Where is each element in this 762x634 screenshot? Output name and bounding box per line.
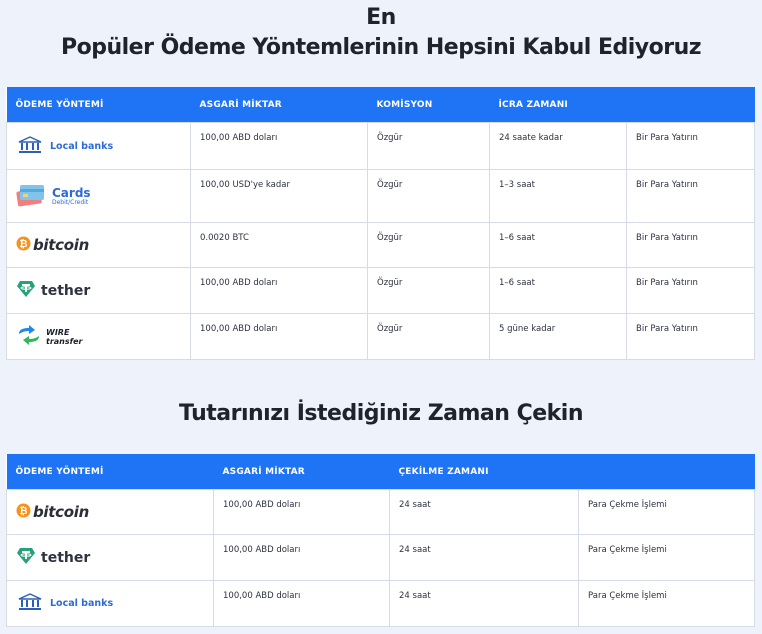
bank-icon xyxy=(16,136,44,157)
table-row xyxy=(7,223,755,268)
method-cell xyxy=(7,268,191,314)
min-amount-cell: 100,00 ABD doları xyxy=(191,314,368,360)
withdraw-action-link[interactable]: Para Çekme İşlemi xyxy=(579,535,755,581)
method-sublabel: Debit/Credit xyxy=(52,198,89,206)
method-sublabel: transfer xyxy=(46,336,83,346)
commission-cell: Özgür xyxy=(368,268,490,314)
execution-time-cell: 1–3 saat xyxy=(490,170,627,223)
method-label: Local banks xyxy=(50,598,114,609)
method-label: WIRE xyxy=(46,327,70,337)
col-header-withdraw-time: ÇEKİLME ZAMANI xyxy=(390,454,579,490)
table-row xyxy=(7,123,755,170)
deposit-action-link[interactable]: Bir Para Yatırın xyxy=(627,123,755,170)
method-label: Cards xyxy=(52,185,91,200)
execution-time-cell: 1–6 saat xyxy=(490,268,627,314)
svg-text:₿: ₿ xyxy=(19,506,28,517)
bitcoin-icon xyxy=(16,503,31,521)
commission-cell: Özgür xyxy=(368,223,490,268)
method-cell xyxy=(7,490,214,535)
execution-time-cell: 24 saate kadar xyxy=(490,123,627,170)
bank-icon xyxy=(16,593,44,614)
min-amount-cell: 100,00 ABD doları xyxy=(214,490,390,535)
method-label: Local banks xyxy=(50,140,114,152)
col-header-execution-time: İCRA ZAMANI xyxy=(490,87,627,123)
table-row xyxy=(7,170,755,223)
col-header-commission: KOMİSYON xyxy=(368,87,490,123)
commission-cell: Özgür xyxy=(368,123,490,170)
method-cell xyxy=(7,314,191,360)
col-header-min-amount: ASGARİ MİKTAR xyxy=(191,87,368,123)
execution-time-cell: 1–6 saat xyxy=(490,223,627,268)
min-amount-cell: 100,00 ABD doları xyxy=(214,581,390,627)
col-header-method: ÖDEME YÖNTEMİ xyxy=(7,87,191,123)
tether-icon xyxy=(16,280,36,301)
card-icon xyxy=(16,183,46,210)
method-label-group xyxy=(46,328,82,346)
col-header-min-amount: ASGARİ MİKTAR xyxy=(214,454,390,490)
col-header-method: ÖDEME YÖNTEMİ xyxy=(7,454,214,490)
deposit-action-link[interactable]: Bir Para Yatırın xyxy=(627,223,755,268)
deposit-action-link[interactable]: Bir Para Yatırın xyxy=(627,170,755,223)
table-row xyxy=(7,535,755,581)
table-header-row xyxy=(7,87,755,123)
tether-icon xyxy=(16,547,36,568)
commission-cell: Özgür xyxy=(368,170,490,223)
method-label: bitcoin xyxy=(33,236,89,254)
method-label-group xyxy=(52,187,91,206)
withdraw-section-title: Tutarınızı İstediğiniz Zaman Çekin xyxy=(179,401,583,426)
svg-text:₿: ₿ xyxy=(19,239,28,250)
table-row xyxy=(7,490,755,535)
table-row xyxy=(7,268,755,314)
col-header-action xyxy=(579,454,755,490)
method-cell xyxy=(7,170,191,223)
page-title-line2: Popüler Ödeme Yöntemlerinin Hepsini Kabul Ediyoruz xyxy=(60,35,702,60)
withdraw-action-link[interactable]: Para Çekme İşlemi xyxy=(579,490,755,535)
min-amount-cell: 100,00 ABD doları xyxy=(191,123,368,170)
method-cell xyxy=(7,535,214,581)
execution-time-cell: 5 güne kadar xyxy=(490,314,627,360)
table-row xyxy=(7,581,755,627)
table-header-row xyxy=(7,454,755,490)
withdraw-time-cell: 24 saat xyxy=(390,490,579,535)
deposit-action-link[interactable]: Bir Para Yatırın xyxy=(627,314,755,360)
commission-cell: Özgür xyxy=(368,314,490,360)
method-cell xyxy=(7,581,214,627)
table-row xyxy=(7,314,755,360)
deposit-methods-table xyxy=(6,87,755,360)
withdraw-methods-table xyxy=(6,454,755,627)
method-label: bitcoin xyxy=(33,503,89,521)
withdraw-time-cell: 24 saat xyxy=(390,581,579,627)
method-cell xyxy=(7,223,191,268)
method-cell xyxy=(7,123,191,170)
bitcoin-icon xyxy=(16,236,31,254)
page-title-line1: En xyxy=(366,5,396,30)
min-amount-cell: 0.0020 BTC xyxy=(191,223,368,268)
min-amount-cell: 100,00 ABD doları xyxy=(191,268,368,314)
wire-transfer-icon xyxy=(16,325,42,348)
method-label: tether xyxy=(41,549,91,566)
deposit-action-link[interactable]: Bir Para Yatırın xyxy=(627,268,755,314)
withdraw-time-cell: 24 saat xyxy=(390,535,579,581)
min-amount-cell: 100,00 USD'ye kadar xyxy=(191,170,368,223)
method-label: tether xyxy=(41,282,91,299)
col-header-action xyxy=(627,87,755,123)
withdraw-action-link[interactable]: Para Çekme İşlemi xyxy=(579,581,755,627)
min-amount-cell: 100,00 ABD doları xyxy=(214,535,390,581)
